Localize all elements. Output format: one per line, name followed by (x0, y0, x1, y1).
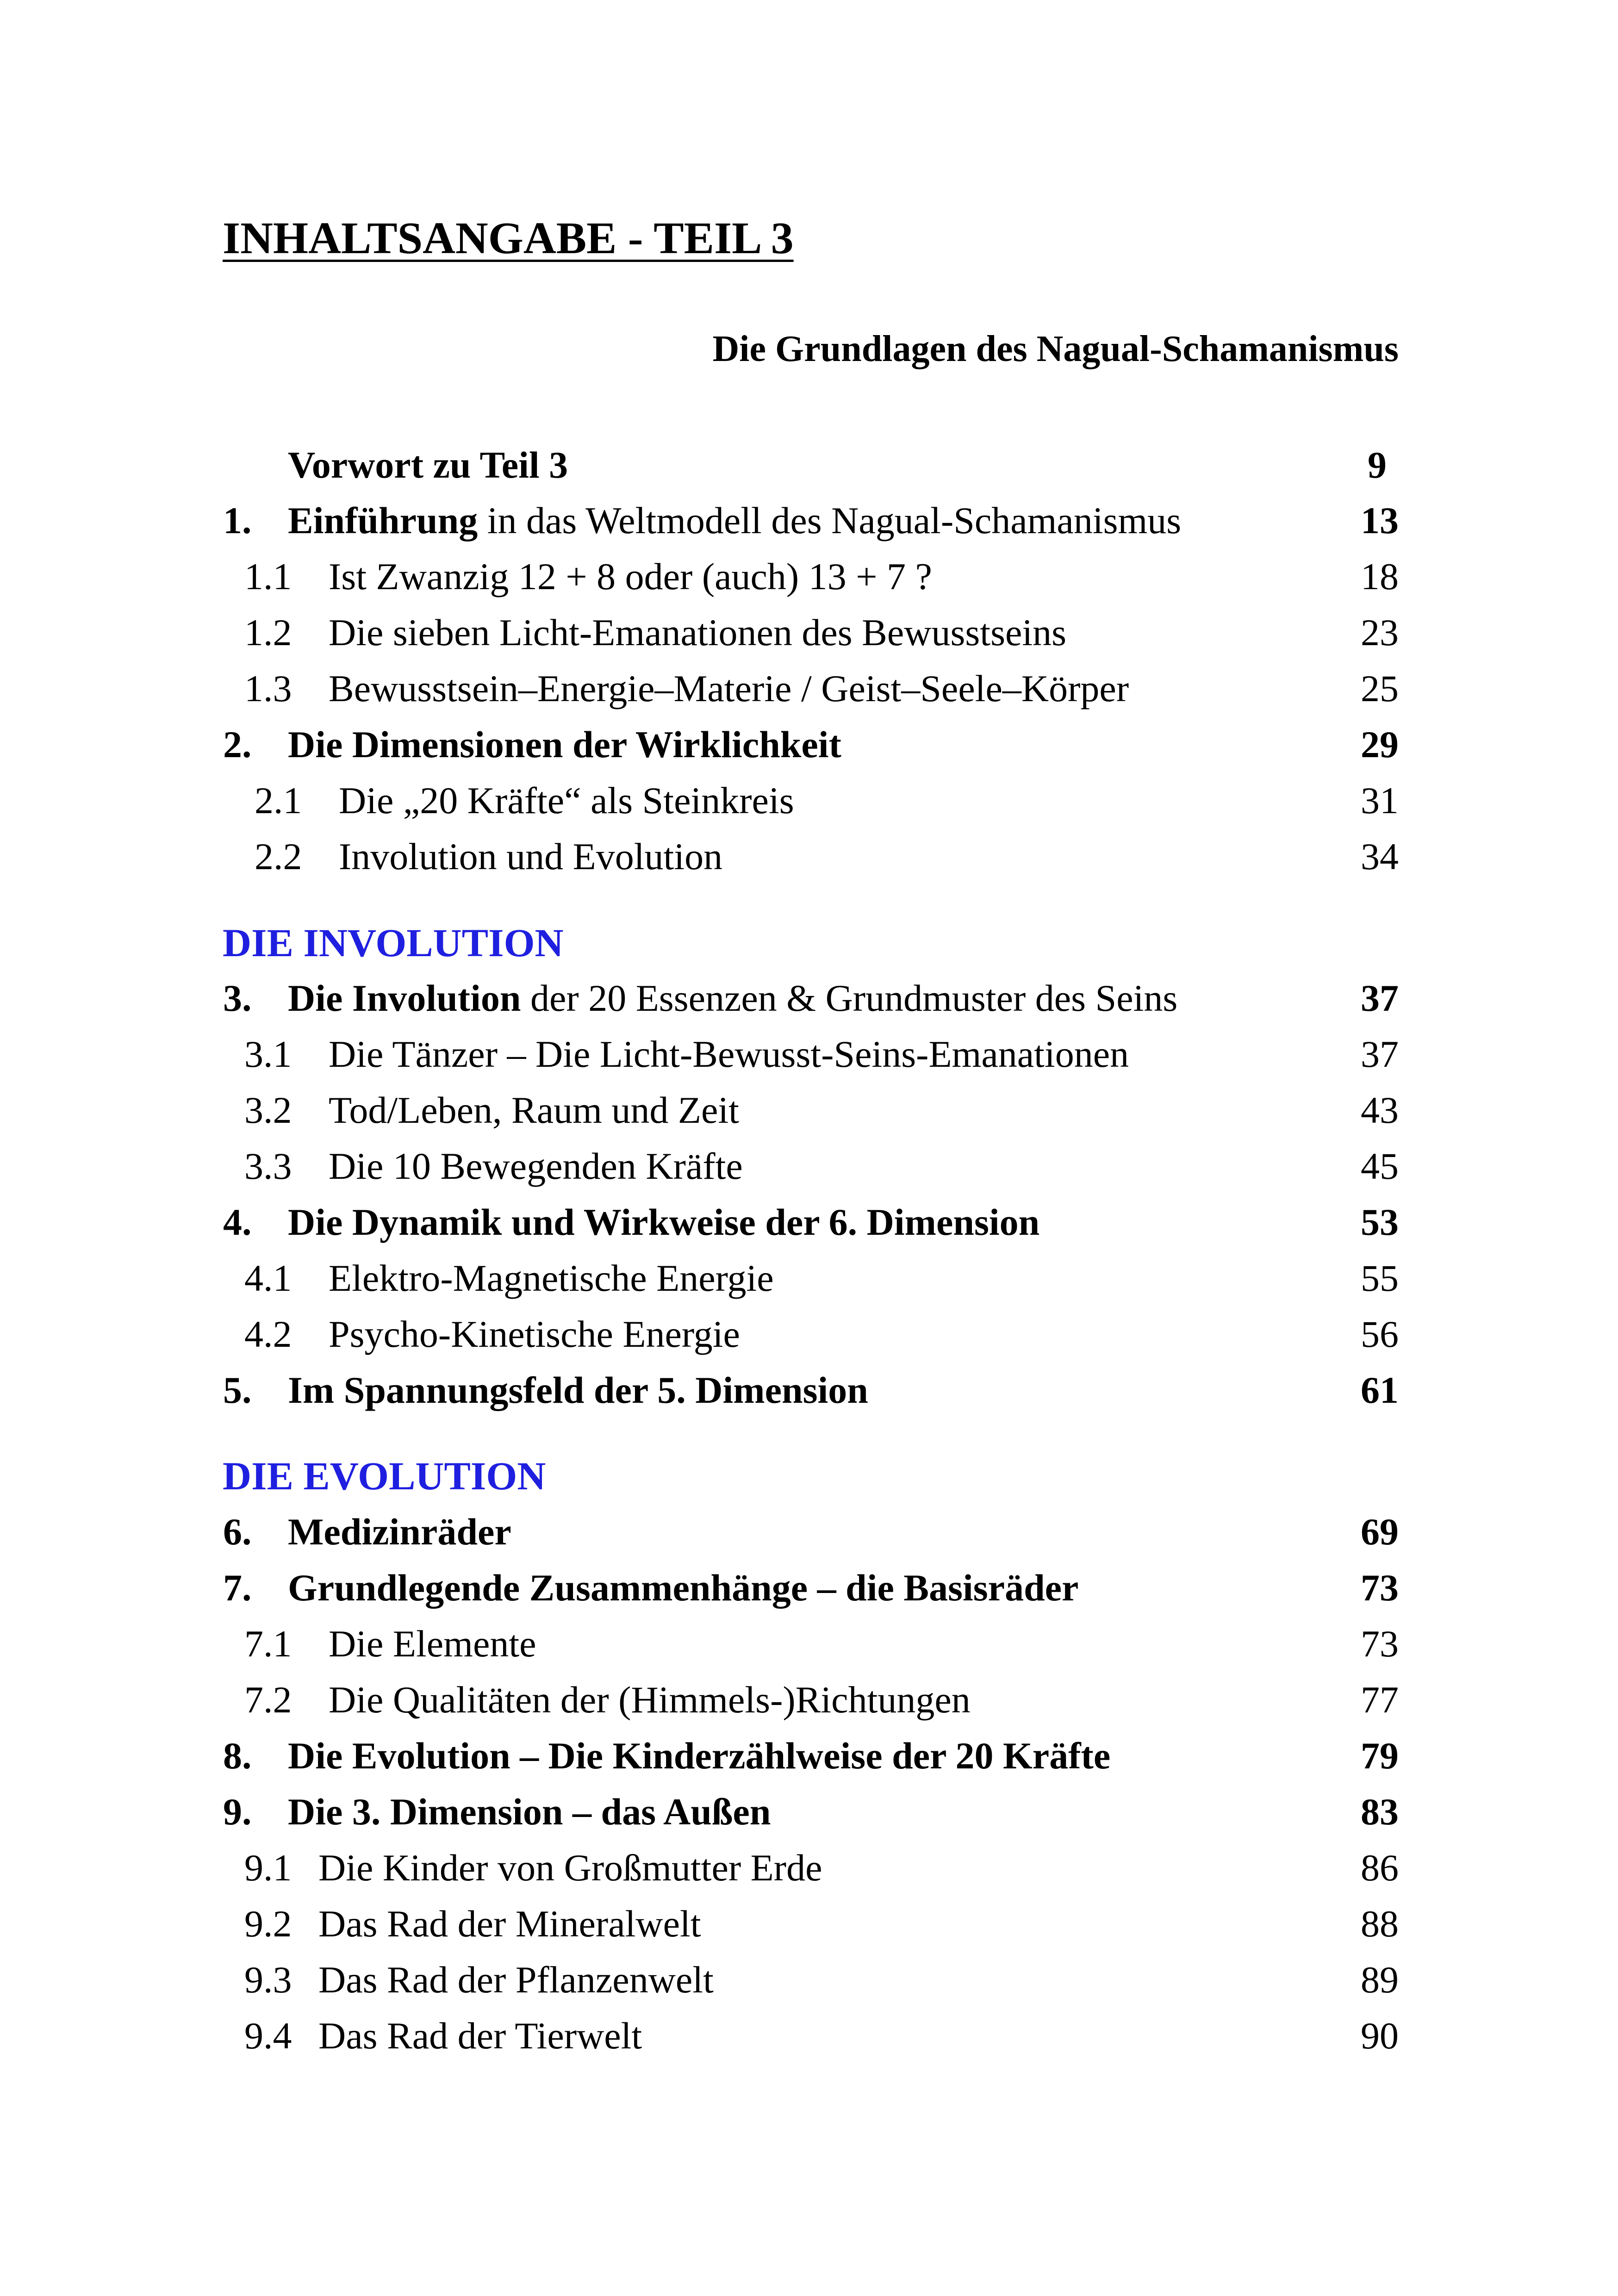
toc-entry[interactable] (0, 1029, 1618, 1080)
toc-entry[interactable] (0, 1085, 1618, 1136)
toc-entry-number: 9.3 (244, 1959, 292, 2001)
toc-entry-page: 18 (1361, 555, 1399, 597)
toc-entry[interactable] (0, 973, 1618, 1024)
toc-entry[interactable] (0, 1141, 1618, 1192)
toc-entry-page: 73 (1361, 1567, 1399, 1609)
toc-entry-page: 25 (1361, 667, 1399, 709)
toc-entry[interactable] (0, 1562, 1618, 1613)
toc-entry[interactable] (0, 1197, 1618, 1248)
toc-entry-page: 31 (1361, 779, 1399, 821)
toc-entry[interactable] (0, 1842, 1618, 1893)
toc-entry-number: 2. (223, 723, 252, 765)
toc-entry-title: Vorwort zu Teil 3 (288, 444, 568, 486)
section-heading-involution: DIE INVOLUTION (223, 921, 564, 965)
toc-entry-title: Die Qualitäten der (Himmels-)Richtungen (329, 1679, 971, 1721)
toc-entry-page: 43 (1361, 1089, 1399, 1131)
toc-entry-title: Die Evolution – Die Kinderzählweise der 20 Kräfte (288, 1735, 1111, 1777)
toc-entry-title: Die 3. Dimension – das Außen (288, 1791, 771, 1833)
toc-entry-page: 9 (1368, 444, 1387, 486)
toc-entry-title: Die Dynamik und Wirkweise der 6. Dimension (288, 1201, 1040, 1243)
toc-entry-number: 3.1 (244, 1033, 292, 1075)
toc-entry-title: Die Tänzer – Die Licht-Bewusst-Seins-Emanationen (329, 1033, 1129, 1075)
toc-entry-page: 37 (1361, 1033, 1399, 1075)
toc-entry-title: Die 10 Bewegenden Kräfte (329, 1145, 743, 1187)
toc-entry-title: Tod/Leben, Raum und Zeit (329, 1089, 739, 1131)
toc-entry-title-lead: Die Involution (288, 977, 521, 1019)
toc-entry-number: 4. (223, 1201, 252, 1243)
toc-entry-title: Die sieben Licht-Emanationen des Bewusstseins (329, 611, 1067, 653)
toc-entry-preface[interactable] (0, 440, 1618, 491)
toc-entry[interactable] (0, 1365, 1618, 1416)
toc-entry-number: 9.2 (244, 1903, 292, 1945)
toc-entry-number: 3. (223, 977, 252, 1019)
toc-entry-title: Die Elemente (329, 1623, 536, 1665)
toc-entry[interactable] (0, 1618, 1618, 1669)
toc-entry-title: Das Rad der Tierwelt (318, 2015, 642, 2057)
toc-entry[interactable] (0, 1309, 1618, 1360)
toc-entry[interactable] (0, 663, 1618, 714)
toc-entry-number: 2.2 (255, 835, 302, 877)
toc-entry-page: 23 (1361, 611, 1399, 653)
toc-entry[interactable] (0, 1898, 1618, 1949)
toc-entry-title: Das Rad der Mineralwelt (318, 1903, 701, 1945)
toc-entry-number: 2.1 (255, 779, 302, 821)
toc-entry-page: 56 (1361, 1313, 1399, 1355)
toc-entry-title: Die Kinder von Großmutter Erde (318, 1847, 822, 1889)
section-heading-evolution: DIE EVOLUTION (223, 1454, 546, 1498)
toc-entry-title: Die „20 Kräfte“ als Steinkreis (339, 779, 794, 821)
toc-entry[interactable] (0, 719, 1618, 770)
toc-entry[interactable] (0, 775, 1618, 826)
toc-entry-number: 5. (223, 1369, 252, 1411)
toc-entry-title: Die Dimensionen der Wirklichkeit (288, 723, 841, 765)
toc-entry-page: 45 (1361, 1145, 1399, 1187)
toc-entry-title: Grundlegende Zusammenhänge – die Basisräder (288, 1567, 1079, 1609)
toc-entry[interactable] (0, 607, 1618, 658)
toc-entry-title (288, 495, 1181, 546)
toc-entry[interactable] (0, 1786, 1618, 1837)
toc-entry-page: 13 (1361, 499, 1399, 541)
toc-entry-page: 88 (1361, 1903, 1399, 1945)
toc-entry-number: 1.2 (244, 611, 292, 653)
page-title: INHALTSANGABE - TEIL 3 (223, 213, 794, 263)
toc-entry-number: 1.1 (244, 555, 292, 597)
toc-entry-page: 73 (1361, 1623, 1399, 1665)
toc-entry-page: 61 (1361, 1369, 1399, 1411)
toc-entry-title: Im Spannungsfeld der 5. Dimension (288, 1369, 868, 1411)
toc-entry[interactable] (0, 831, 1618, 882)
toc-entry-page: 69 (1361, 1511, 1399, 1553)
toc-entry-page: 55 (1361, 1257, 1399, 1299)
toc-entry-number: 1.3 (244, 667, 292, 709)
toc-entry[interactable] (0, 1954, 1618, 2005)
toc-entry[interactable] (0, 1506, 1618, 1557)
toc-entry-page: 89 (1361, 1959, 1399, 2001)
toc-entry-page: 53 (1361, 1201, 1399, 1243)
toc-entry-number: 9.4 (244, 2015, 292, 2057)
toc-entry-number: 1. (223, 499, 252, 541)
toc-entry-page: 86 (1361, 1847, 1399, 1889)
toc-entry-number: 4.1 (244, 1257, 292, 1299)
toc-entry-number: 8. (223, 1735, 252, 1777)
toc-entry-title: Bewusstsein–Energie–Materie / Geist–Seele–Körper (329, 667, 1129, 709)
toc-entry-title-rest: der 20 Essenzen & Grundmuster des Seins (521, 977, 1178, 1019)
toc-entry-title: Psycho-Kinetische Energie (329, 1313, 740, 1355)
toc-entry-title-rest: in das Weltmodell des Nagual-Schamanismus (478, 499, 1182, 541)
toc-entry-title (288, 973, 1177, 1024)
toc-entry[interactable] (0, 2010, 1618, 2061)
toc-entry-number: 3.3 (244, 1145, 292, 1187)
toc-entry-page: 77 (1361, 1679, 1399, 1721)
toc-entry[interactable] (0, 1730, 1618, 1781)
toc-entry-title: Elektro-Magnetische Energie (329, 1257, 774, 1299)
toc-entry-number: 9.1 (244, 1847, 292, 1889)
toc-entry-number: 7.1 (244, 1623, 292, 1665)
toc-entry-page: 37 (1361, 977, 1399, 1019)
toc-entry[interactable] (0, 495, 1618, 546)
toc-entry-page: 34 (1361, 835, 1399, 877)
toc-entry-number: 4.2 (244, 1313, 292, 1355)
toc-entry-number: 3.2 (244, 1089, 292, 1131)
toc-entry-number: 9. (223, 1791, 252, 1833)
toc-entry-number: 7.2 (244, 1679, 292, 1721)
toc-entry-page: 29 (1361, 723, 1399, 765)
toc-entry[interactable] (0, 551, 1618, 602)
toc-entry-title: Ist Zwanzig 12 + 8 oder (auch) 13 + 7 ? (329, 555, 932, 597)
toc-entry-number: 7. (223, 1567, 252, 1609)
page-subtitle: Die Grundlagen des Nagual-Schamanismus (712, 329, 1399, 369)
toc-entry-number: 6. (223, 1511, 252, 1553)
toc-entry-title: Involution und Evolution (339, 835, 723, 877)
toc-entry-page: 83 (1361, 1791, 1399, 1833)
toc-entry[interactable] (0, 1253, 1618, 1304)
toc-entry-title-lead: Einführung (288, 499, 478, 541)
toc-entry[interactable] (0, 1674, 1618, 1725)
toc-entry-title: Das Rad der Pflanzenwelt (318, 1959, 714, 2001)
toc-entry-page: 79 (1361, 1735, 1399, 1777)
toc-entry-title: Medizinräder (288, 1511, 511, 1553)
toc-entry-page: 90 (1361, 2015, 1399, 2057)
